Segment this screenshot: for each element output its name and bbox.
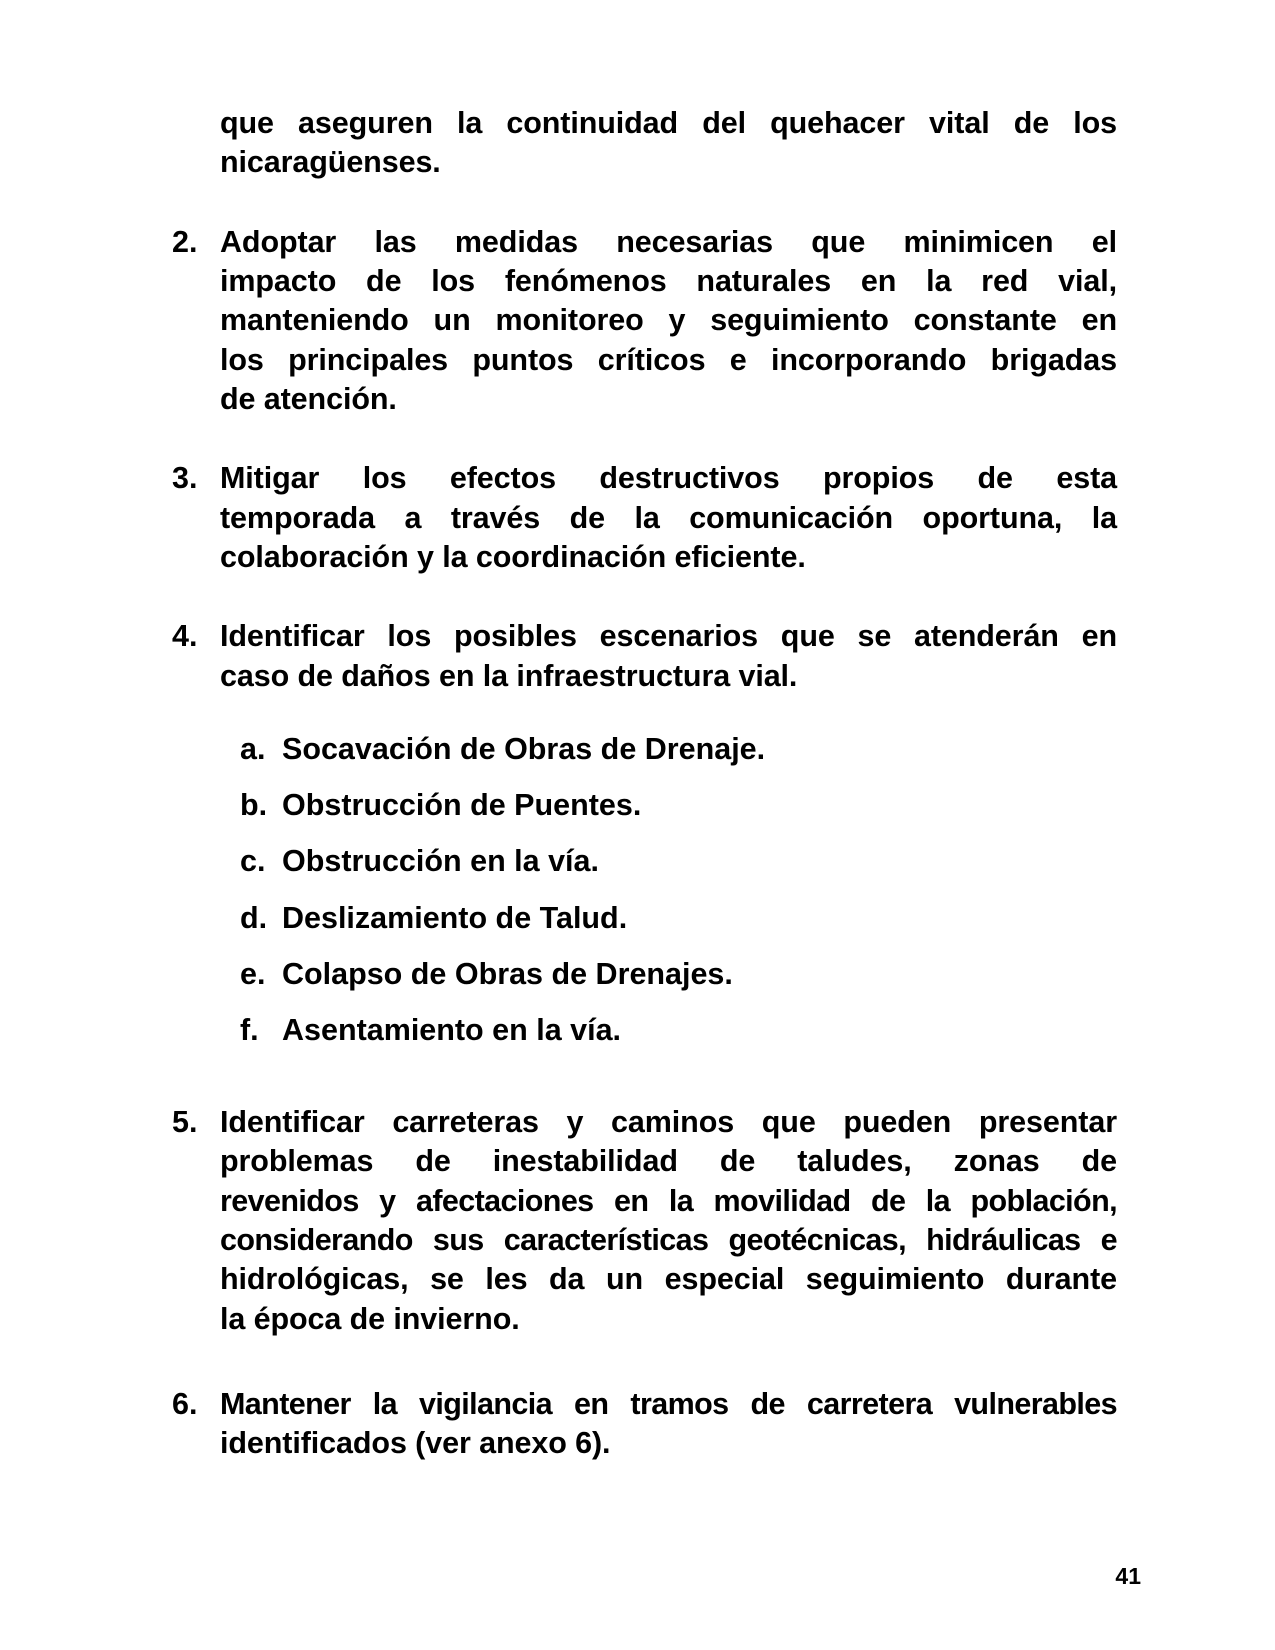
numbered-list — [172, 223, 1117, 696]
sublist-marker: c. — [240, 844, 266, 879]
paragraph-line: nicaragüenses. — [220, 145, 441, 180]
text-line: colaboración y la coordinación eficiente. — [220, 540, 806, 575]
text-line: caso de daños en la infraestructura vial. — [220, 658, 798, 693]
sublist-marker: f. — [240, 1012, 259, 1047]
sublist-marker: b. — [240, 788, 268, 823]
lettered-sublist — [240, 730, 1117, 1049]
text-line: impacto de los fenómenos naturales en la red vial, — [220, 264, 1117, 299]
list-item-5 — [172, 1103, 1117, 1339]
sublist-item-e — [240, 955, 1117, 993]
list-item-4 — [172, 617, 1117, 696]
list-item-text — [220, 1103, 1117, 1339]
sublist-marker: a. — [240, 732, 266, 767]
list-item-text — [220, 459, 1117, 577]
list-item-3 — [172, 459, 1117, 577]
sublist-item-b — [240, 786, 1117, 824]
text-line: problemas de inestabilidad de taludes, zonas de — [220, 1144, 1117, 1179]
sublist-item-f — [240, 1011, 1117, 1049]
text-line: la época de invierno. — [220, 1301, 520, 1336]
text-line: identificados (ver anexo 6). — [220, 1426, 611, 1461]
text-line: manteniendo un monitoreo y seguimiento constante en — [220, 303, 1117, 338]
text-line: considerando sus características geotécnicas, hidráulicas e — [220, 1222, 1117, 1257]
sublist-item-text: Colapso de Obras de Drenajes. — [282, 956, 733, 991]
list-marker: 3. — [172, 461, 198, 496]
text-line: temporada a través de la comunicación oportuna, la — [220, 500, 1117, 535]
list-item-2 — [172, 223, 1117, 420]
list-item-6 — [172, 1385, 1117, 1464]
text-line: Identificar los posibles escenarios que se atenderán en — [220, 619, 1117, 654]
text-line: Mantener la vigilancia en tramos de carretera vulnerables — [220, 1386, 1117, 1421]
sublist-item-text: Deslizamiento de Talud. — [282, 900, 628, 935]
text-line: los principales puntos críticos e incorporando brigadas — [220, 342, 1117, 377]
sublist-item-d — [240, 899, 1117, 937]
text-line: Identificar carreteras y caminos que pueden presentar — [220, 1104, 1117, 1139]
text-line: hidrológicas, se les da un especial seguimiento durante — [220, 1262, 1117, 1297]
sublist-item-text: Obstrucción en la vía. — [282, 844, 599, 879]
list-marker: 6. — [172, 1386, 198, 1421]
text-line: de atención. — [220, 382, 397, 417]
sublist-marker: e. — [240, 956, 266, 991]
sublist-item-a — [240, 730, 1117, 768]
numbered-list-continued — [172, 1103, 1117, 1464]
sublist-item-text: Socavación de Obras de Drenaje. — [282, 732, 766, 767]
text-line: Adoptar las medidas necesarias que minimicen el — [220, 224, 1117, 259]
paragraph-line: que aseguren la continuidad del quehacer vital de los — [220, 106, 1117, 140]
text-line: Mitigar los efectos destructivos propios de esta — [220, 461, 1117, 496]
page-number: 41 — [1115, 1563, 1141, 1589]
sublist-item-text: Obstrucción de Puentes. — [282, 788, 642, 823]
list-item-text — [220, 223, 1117, 420]
sublist-item-text: Asentamiento en la vía. — [282, 1012, 621, 1047]
list-marker: 5. — [172, 1104, 198, 1139]
page-content — [172, 104, 1117, 1464]
list-item-text — [220, 617, 1117, 696]
text-line: revenidos y afectaciones en la movilidad de la población, — [220, 1183, 1117, 1218]
list-item-text — [220, 1385, 1117, 1464]
sublist-marker: d. — [240, 900, 268, 935]
continuation-paragraph — [220, 104, 1117, 183]
sublist-item-c — [240, 842, 1117, 880]
list-marker: 2. — [172, 224, 198, 259]
list-marker: 4. — [172, 619, 198, 654]
lettered-sublist-wrapper — [240, 730, 1117, 1049]
